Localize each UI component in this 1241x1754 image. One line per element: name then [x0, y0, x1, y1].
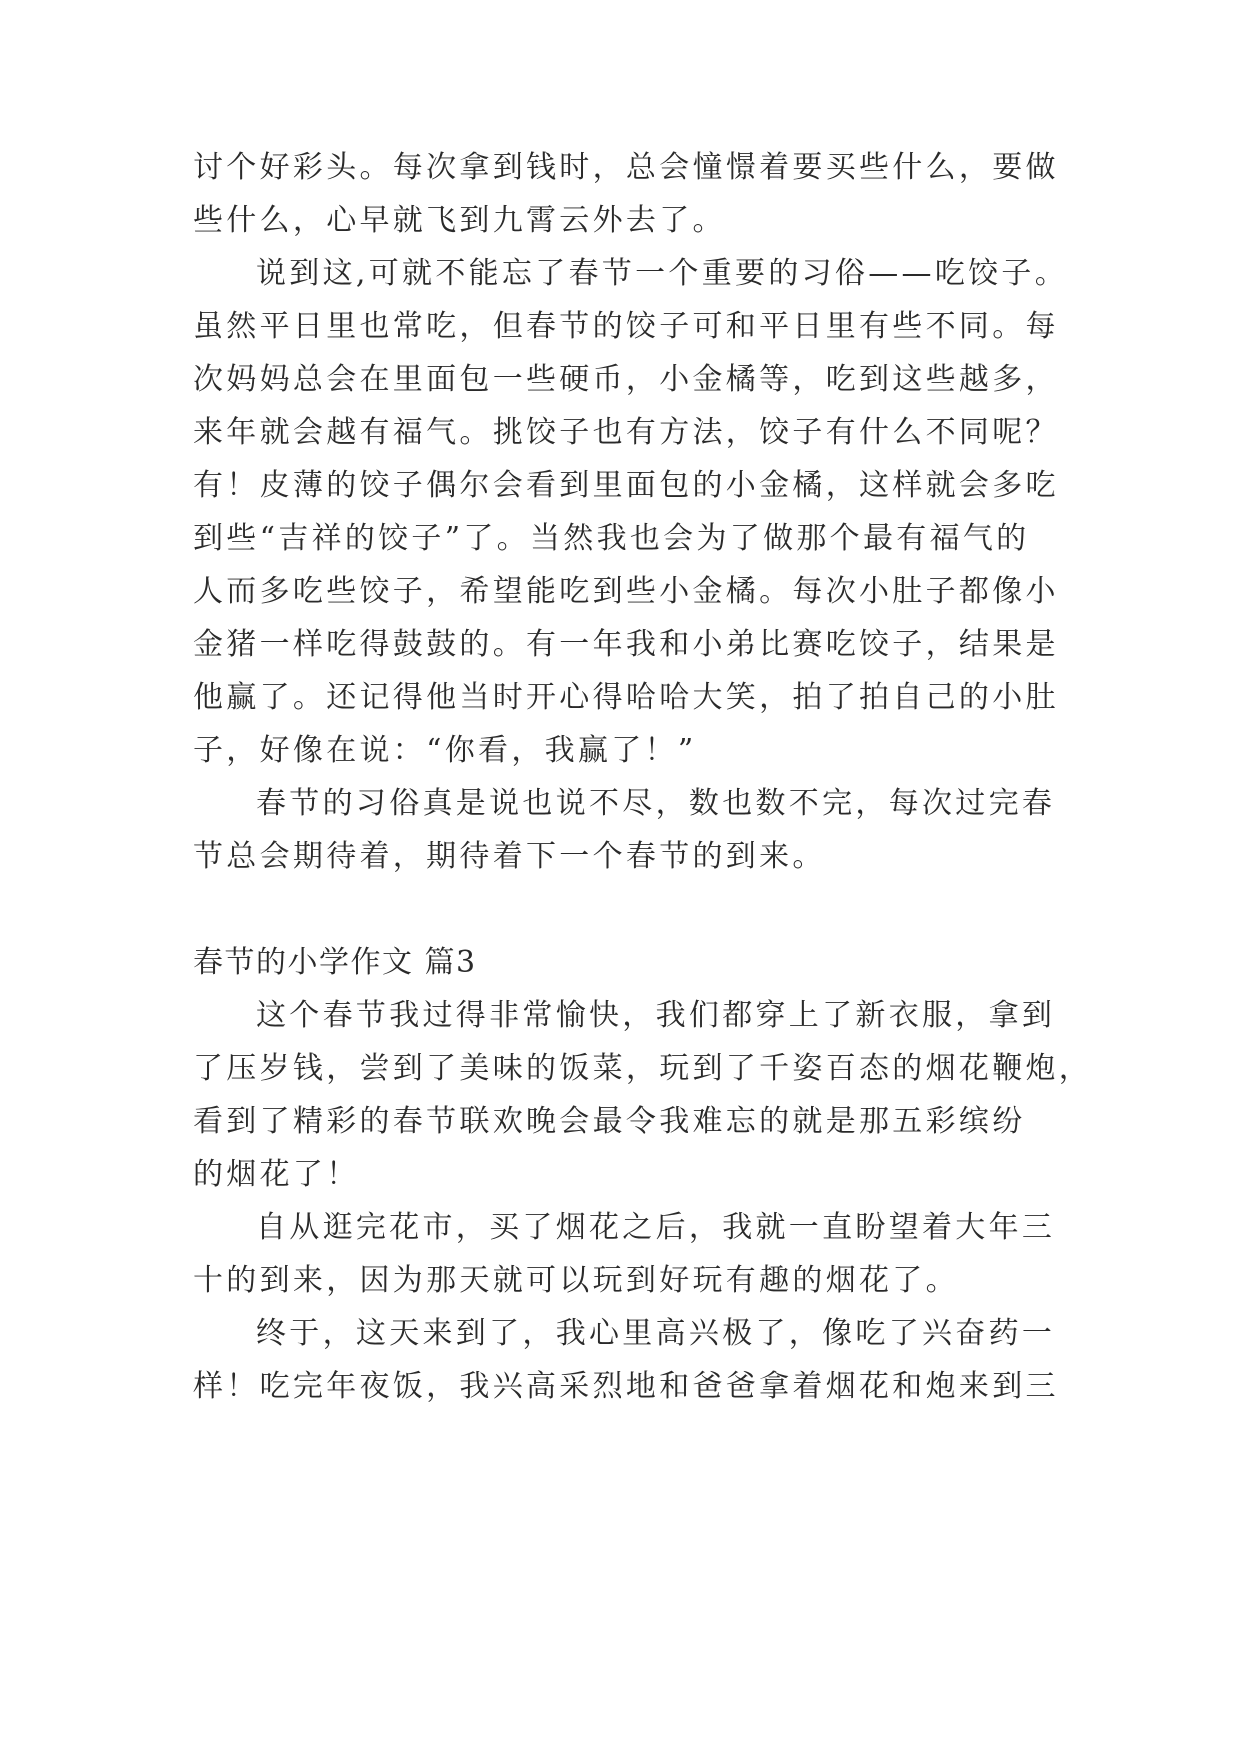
paragraph-line: 金猪一样吃得鼓鼓的。有一年我和小弟比赛吃饺子，结果是: [193, 627, 1059, 662]
paragraph-line: 讨个好彩头。每次拿到钱时，总会憧憬着要买些什么，要做: [193, 150, 1059, 185]
paragraph-line: 十的到来，因为那天就可以玩到好玩有趣的烟花了。: [193, 1263, 959, 1298]
paragraph-line: 子，好像在说：“你看，我赢了！”: [193, 733, 697, 768]
paragraph-line: 有！皮薄的饺子偶尔会看到里面包的小金橘，这样就会多吃: [193, 468, 1059, 503]
paragraph-line: 次妈妈总会在里面包一些硬币，小金橘等，吃到这些越多，: [193, 362, 1059, 397]
paragraph-line: 终于，这天来到了，我心里高兴极了，像吃了兴奋药一: [256, 1316, 1056, 1351]
paragraph-line: 虽然平日里也常吃，但春节的饺子可和平日里有些不同。每: [193, 309, 1059, 344]
paragraph-line: 看到了精彩的春节联欢晚会最令我难忘的就是那五彩缤纷: [193, 1104, 1026, 1139]
paragraph-line: 人而多吃些饺子，希望能吃到些小金橘。每次小肚子都像小: [193, 574, 1059, 609]
paragraph-line: 他赢了。还记得他当时开心得哈哈大笑，拍了拍自己的小肚: [193, 680, 1059, 715]
paragraph-line: 春节的习俗真是说也说不尽，数也数不完，每次过完春: [256, 786, 1056, 821]
paragraph-line: 这个春节我过得非常愉快，我们都穿上了新衣服，拿到: [256, 998, 1056, 1033]
paragraph-line: 说到这,可就不能忘了春节一个重要的习俗——吃饺子。: [256, 256, 1069, 291]
section-heading: 春节的小学作文 篇3: [193, 945, 477, 980]
paragraph-line: 自从逛完花市，买了烟花之后，我就一直盼望着大年三: [256, 1210, 1056, 1245]
paragraph-line: 到些“吉祥的饺子”了。当然我也会为了做那个最有福气的: [193, 521, 1030, 556]
paragraph-line: 了压岁钱，尝到了美味的饭菜，玩到了千姿百态的烟花鞭炮，: [193, 1051, 1093, 1086]
paragraph-line: 样！吃完年夜饭，我兴高采烈地和爸爸拿着烟花和炮来到三: [193, 1369, 1059, 1404]
paragraph-line: 的烟花了！: [193, 1157, 360, 1192]
paragraph-line: 节总会期待着，期待着下一个春节的到来。: [193, 839, 826, 874]
paragraph-line: 些什么，心早就飞到九霄云外去了。: [193, 203, 726, 238]
paragraph-line: 来年就会越有福气。挑饺子也有方法，饺子有什么不同呢？: [193, 415, 1059, 450]
